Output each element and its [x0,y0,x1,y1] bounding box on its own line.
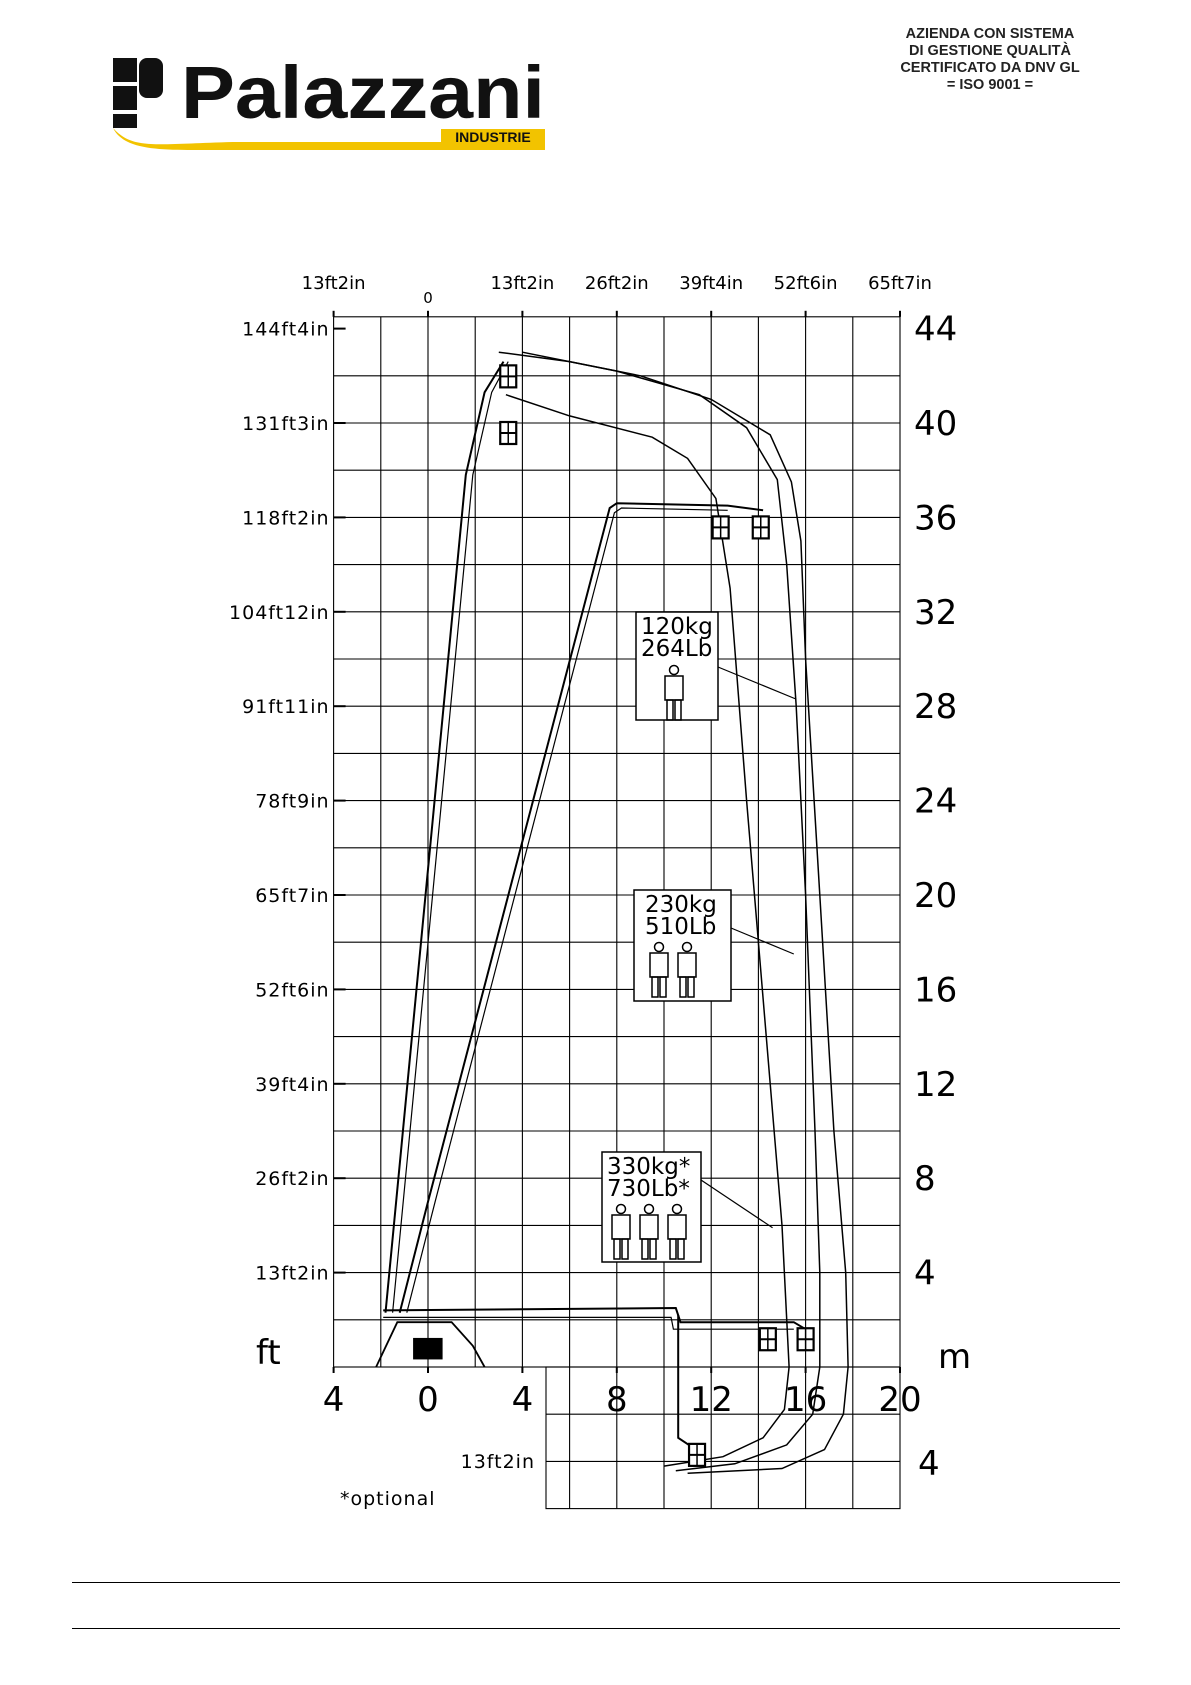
below-ground-m: 4 [918,1444,940,1484]
left-axis-label: 118ft2in [242,507,330,530]
top-axis-label: 13ft2in [490,272,555,294]
basket-icon [760,1328,776,1350]
load-box-1 [636,612,718,720]
cert-line: AZIENDA CON SISTEMA [905,26,1075,42]
bottom-axis-label: 20 [878,1380,922,1420]
bottom-axis-label: 0 [417,1380,439,1420]
left-axis-label: 131ft3in [242,413,330,435]
top-axis-label: 13ft2in [301,272,366,294]
cert-line: = ISO 9001 = [946,77,1034,93]
boom-vertical-b [393,362,509,1313]
right-axis-label: 36 [914,498,958,539]
left-axis-label: 52ft6in [255,979,330,1002]
cert-line: DI GESTIONE QUALITÀ [909,43,1071,59]
top-axis-label: 52ft6in [773,272,838,294]
bottom-axis-label: 4 [322,1380,345,1420]
left-axis-label: 104ft12in [229,601,330,624]
left-axis-label: 26ft2in [255,1168,330,1191]
bottom-axis-label: 8 [605,1380,628,1420]
load-lb: 510Lb [645,914,717,940]
basket-icon [798,1328,814,1350]
optional-note: *optional [340,1488,436,1510]
brand-sub: INDUSTRIE [455,129,531,145]
basket-icon [500,365,516,387]
left-axis-label: 39ft4in [255,1073,330,1096]
right-axis-label: 12 [914,1064,958,1105]
below-ground-ft: 13ft2in [460,1451,535,1473]
left-axis-label: 78ft9in [255,790,330,813]
left-axis-label: 65ft7in [255,885,330,907]
right-axis-labels [914,310,957,1294]
right-axis-label: 4 [914,1253,936,1294]
left-axis-label: 144ft4in [242,318,330,341]
bottom-axis-label: 16 [783,1380,828,1420]
top-axis-label: 39ft4in [679,272,744,294]
footer-rule-bottom [72,1628,1120,1629]
right-axis-label: 28 [914,687,958,728]
top-axis-label: 65ft7in [868,272,932,294]
right-axis-label: 40 [914,404,958,444]
right-axis-label: 8 [914,1159,936,1200]
right-axis-label: 20 [914,876,958,916]
chassis-body [414,1339,442,1359]
left-axis-label: 13ft2in [255,1262,330,1285]
boom-vertical-a [386,362,504,1313]
basket-icon [753,516,769,538]
right-axis-label: 32 [914,592,958,633]
load-lb: 264Lb [641,636,713,662]
left-axis-labels [229,319,330,1285]
bottom-axis-label: 12 [689,1380,733,1420]
top-axis-label: 26ft2in [584,272,649,294]
load-kg: 120kg [641,614,713,640]
brand-name: Palazzani [181,58,545,134]
unit-ft-label: ft [256,1333,281,1373]
boom-horizontal-b [383,1317,794,1329]
right-axis-label: 44 [914,309,958,350]
top-axis-labels [302,273,932,307]
basket-icon [689,1444,705,1466]
boom-horizontal-a [383,1308,805,1329]
load-kg: 330kg* [607,1154,691,1180]
right-axis-label: 16 [914,970,958,1011]
grid [334,317,900,1509]
right-axis-label: 24 [914,781,958,822]
basket-icon [713,516,729,538]
boom-drawing [376,362,813,1466]
load-lb: 730Lb* [607,1176,690,1202]
load-box-2 [634,890,731,1001]
bottom-axis-label: 4 [511,1380,534,1420]
load-box-3 [602,1152,701,1262]
unit-m-label: m [938,1337,972,1377]
cert-line: CERTIFICATO DA DNV GL [900,60,1080,76]
top-axis-label: 0 [423,288,433,307]
load-kg: 230kg [645,892,717,918]
left-axis-label: 91ft11in [242,696,330,719]
basket-icon [500,422,516,444]
footer-rule-top [72,1582,1120,1583]
